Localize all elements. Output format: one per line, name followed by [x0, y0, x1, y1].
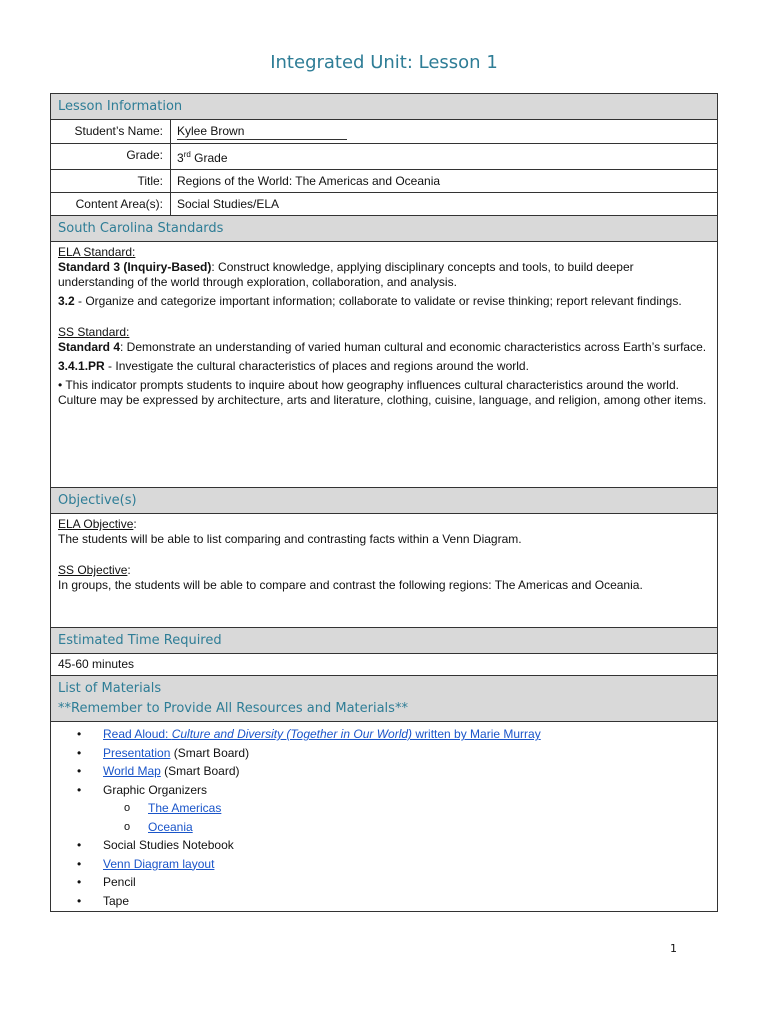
- americas-link[interactable]: The Americas: [148, 801, 222, 815]
- content-area-value: Social Studies/ELA: [171, 193, 718, 216]
- time-header-row: [51, 628, 718, 654]
- grade-label: Grade:: [51, 144, 171, 170]
- materials-body: [51, 722, 718, 912]
- world-map-link[interactable]: World Map: [103, 764, 161, 778]
- objectives-body: ELA Objective: The students will be able to list comparing and contrasting facts within a Venn Diagram. SS Objective: In groups, the students will be able to compare and contrast the following regions: The Americas and Oceania.: [51, 514, 718, 628]
- list-item: • Social Studies Notebook: [51, 836, 717, 855]
- ela-objective-heading: ELA Objective: [58, 517, 134, 531]
- list-item: • Pencil: [51, 873, 717, 892]
- standards-header-row: [51, 216, 718, 242]
- oceania-link[interactable]: Oceania: [148, 819, 193, 834]
- objectives-header-row: [51, 488, 718, 514]
- list-item: • Presentation (Smart Board): [51, 744, 717, 763]
- standards-header: South Carolina Standards: [51, 216, 718, 242]
- materials-title: List of Materials: [58, 681, 162, 696]
- ss-objective-text: In groups, the students will be able to compare and contrast the following regions: The Americas and Oceania.: [58, 578, 643, 592]
- standards-body-row: [51, 242, 718, 488]
- grade-row: [51, 144, 718, 170]
- ela-standard-heading: ELA Standard:: [58, 245, 136, 259]
- list-item: • Tape: [51, 892, 717, 911]
- materials-header: [51, 676, 718, 722]
- ss-standard: Standard 4: Demonstrate an understanding of varied human cultural and economic characteristics across Earth’s surface.: [58, 340, 707, 354]
- materials-list: [51, 725, 717, 910]
- time-body-row: [51, 654, 718, 676]
- materials-body-row: [51, 722, 718, 912]
- read-aloud-link[interactable]: Read Aloud: Culture and Diversity (Together in Our World) written by Marie Murray: [103, 727, 541, 741]
- lesson-info-header-row: [51, 94, 718, 120]
- ela-objective-text: The students will be able to list comparing and contrasting facts within a Venn Diagram.: [58, 532, 522, 546]
- presentation-link[interactable]: Presentation: [103, 745, 171, 760]
- title-value: Regions of the World: The Americas and Oceania: [171, 170, 718, 193]
- ss-objective-heading: SS Objective: [58, 563, 128, 577]
- venn-diagram-link[interactable]: Venn Diagram layout: [103, 856, 215, 871]
- materials-reminder: **Remember to Provide All Resources and Materials**: [58, 701, 408, 716]
- ss-indicator-note: • This indicator prompts students to inquire about how geography influences cultural characteristics around the world. Culture may be expressed by architecture, arts and literature, clothing, cuisine, language, and religion, among other items.: [58, 378, 707, 407]
- objectives-header: Objective(s): [51, 488, 718, 514]
- student-name-label: Student’s Name:: [51, 120, 171, 144]
- lesson-plan-table: [50, 93, 718, 912]
- list-item: [51, 855, 717, 874]
- list-item: • World Map (Smart Board): [51, 762, 717, 781]
- page-number: 1: [670, 942, 677, 955]
- student-name-value: Kylee Brown: [177, 123, 347, 140]
- materials-header-row: [51, 676, 718, 722]
- title-row: [51, 170, 718, 193]
- time-header: Estimated Time Required: [51, 628, 718, 654]
- lesson-info-header: Lesson Information: [51, 94, 718, 120]
- list-item: [51, 818, 717, 837]
- content-area-label: Content Area(s):: [51, 193, 171, 216]
- title-label: Title:: [51, 170, 171, 193]
- list-item: [51, 725, 717, 744]
- time-value: 45-60 minutes: [51, 654, 718, 676]
- objectives-body-row: [51, 514, 718, 628]
- student-name-row: [51, 120, 718, 144]
- list-item: [51, 799, 717, 818]
- ss-standard-heading: SS Standard:: [58, 325, 130, 339]
- ela-substandard: 3.2 - Organize and categorize important information; collaborate to validate or revise thinking; report relevant findings.: [58, 294, 682, 308]
- ela-standard: Standard 3 (Inquiry-Based): Construct knowledge, applying disciplinary concepts and tools, to build deeper understanding of the world through exploration, collaboration, and analysis.: [58, 260, 634, 289]
- content-area-row: [51, 193, 718, 216]
- grade-value: 3rd Grade: [171, 144, 718, 170]
- ss-substandard: 3.4.1.PR - Investigate the cultural characteristics of places and regions around the world.: [58, 359, 529, 373]
- page-title: Integrated Unit: Lesson 1: [270, 52, 498, 73]
- list-item: • Graphic Organizers: [51, 781, 717, 800]
- standards-body: [51, 242, 718, 488]
